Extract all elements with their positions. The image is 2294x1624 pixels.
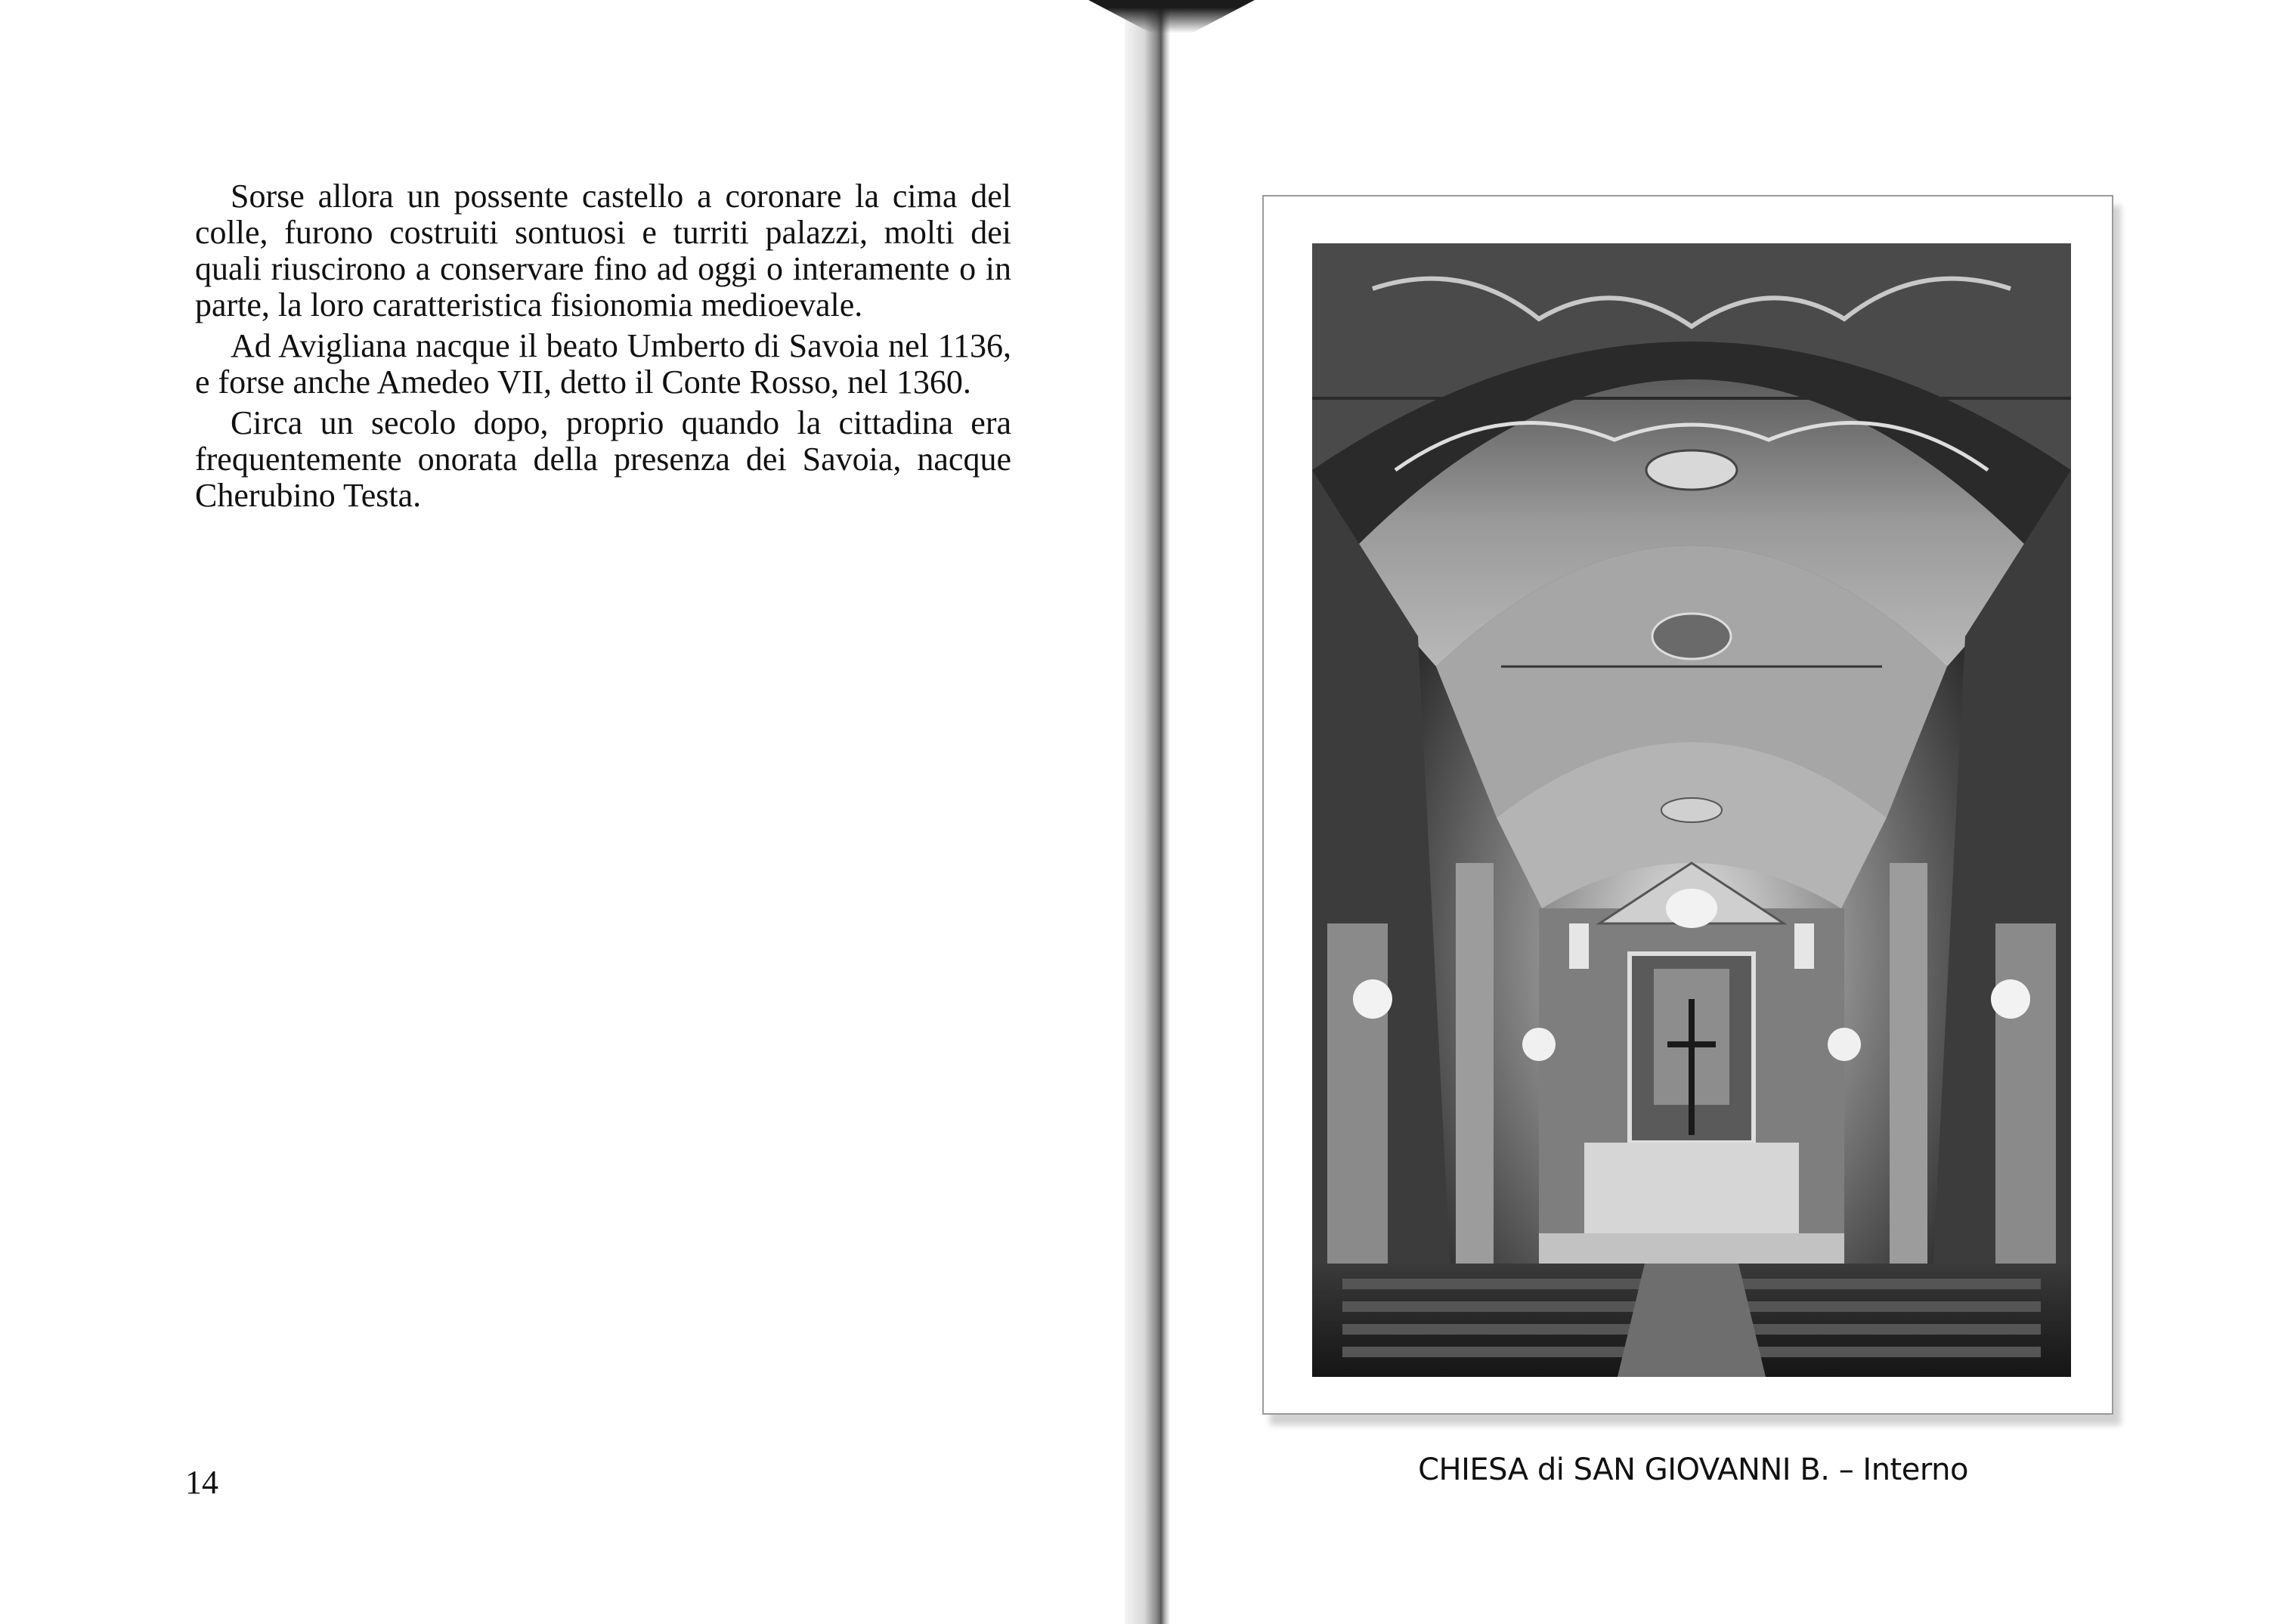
page-number: 14 [185,1464,218,1501]
paragraph: Circa un secolo dopo, proprio quando la cittadina era frequentemente onorata della presenza dei Savoia, nacque Cherubino Testa. [195,404,1011,514]
photo-caption: CHIESA di SAN GIOVANNI B. – Interno [1418,1452,1968,1487]
book-gutter [1125,0,1170,1624]
body-text [195,178,1011,518]
left-page [0,0,1125,1624]
church-nave-illustration [1312,243,2071,1377]
paragraph: Sorse allora un possente castello a coronare la cima del colle, furono costruiti sontuosi e turriti palazzi, molti dei quali riuscirono a conservare fino ad oggi o interamente o in parte, la loro caratteristica fisionomia medioevale. [195,178,1011,323]
paragraph: Ad Avigliana nacque il beato Umberto di Savoia nel 1136, e forse anche Amedeo VII, detto il Conte Rosso, nel 1360. [195,327,1011,401]
church-interior-photo [1312,243,2071,1377]
